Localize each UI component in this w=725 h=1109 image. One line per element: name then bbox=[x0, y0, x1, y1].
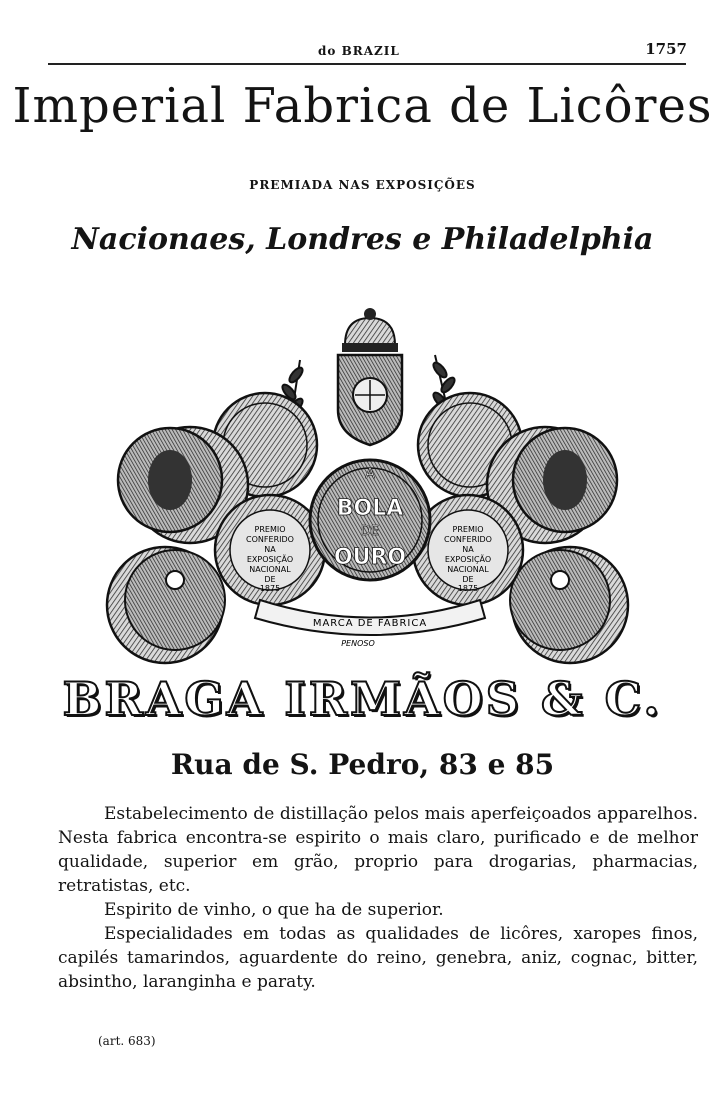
ribbon-banner bbox=[255, 600, 485, 635]
paragraph: Especialidades em todas as qualidades de licôres, xaropes finos, capilés tamarindos, aguardente do reino, genebra, aniz, cognac, bitter, absintho, laranginha e paraty. bbox=[58, 924, 698, 992]
medal-bola-de-ouro bbox=[310, 460, 430, 580]
firm-name: BRAGA IRMÃOS & C. bbox=[62, 672, 663, 726]
paragraph: Estabelecimento de distillação pelos mais aperfeiçoados apparelhos. Nesta fabrica encontra-se espirito o mais claro, purificado e de melhor qualidade, superior em grão, proprio para drogarias, pharmacias, retratistas, etc. bbox=[58, 804, 698, 896]
header-rule bbox=[48, 63, 686, 65]
right-medal-line: DE bbox=[462, 575, 474, 584]
left-medal-line: DE bbox=[264, 575, 276, 584]
left-medal-line: EXPOSIÇÃO bbox=[246, 555, 294, 564]
left-medal-line: NA bbox=[264, 545, 276, 554]
medal-premio-left bbox=[215, 495, 325, 605]
shield-icon bbox=[338, 355, 402, 445]
left-medal-line: NACIONAL bbox=[249, 565, 291, 574]
engraver-signature: PENOSO bbox=[341, 639, 375, 648]
left-medal-line: CONFERIDO bbox=[246, 535, 294, 544]
exhibitions-line: Nacionaes, Londres e Philadelphia bbox=[71, 222, 654, 257]
bola-line: DE bbox=[360, 524, 380, 539]
article-reference: (art. 683) bbox=[98, 1034, 156, 1048]
right-medal-line: CONFERIDO bbox=[444, 535, 492, 544]
crown-icon bbox=[342, 308, 398, 352]
bola-line: A bbox=[365, 466, 375, 482]
page-title: Imperial Fabrica de Licôres bbox=[12, 78, 713, 134]
medals-emblem bbox=[90, 300, 635, 665]
right-medal-line: PREMIO bbox=[452, 525, 484, 534]
subtitle: PREMIADA NAS EXPOSIÇÕES bbox=[249, 178, 476, 192]
medal-lower-left bbox=[107, 547, 225, 663]
running-head-title: do BRAZIL bbox=[318, 44, 400, 58]
paragraph: Espirito de vinho, o que ha de superior. bbox=[104, 900, 444, 920]
left-medal-line: 1875 bbox=[259, 584, 281, 593]
running-head bbox=[0, 40, 725, 64]
address: Rua de S. Pedro, 83 e 85 bbox=[170, 748, 555, 781]
page-number: 1757 bbox=[645, 40, 687, 58]
ribbon-text: MARCA DE FABRICA bbox=[312, 618, 428, 629]
right-medal-line: EXPOSIÇÃO bbox=[444, 555, 492, 564]
bola-line: BOLA bbox=[336, 496, 404, 521]
right-medal-line: 1875 bbox=[457, 584, 479, 593]
right-medal-line: NA bbox=[462, 545, 474, 554]
right-medal-line: NACIONAL bbox=[447, 565, 489, 574]
bola-line: OURO bbox=[333, 545, 407, 570]
body-text bbox=[58, 802, 698, 994]
medal-lower-right bbox=[510, 547, 628, 663]
left-medal-line: PREMIO bbox=[254, 525, 286, 534]
